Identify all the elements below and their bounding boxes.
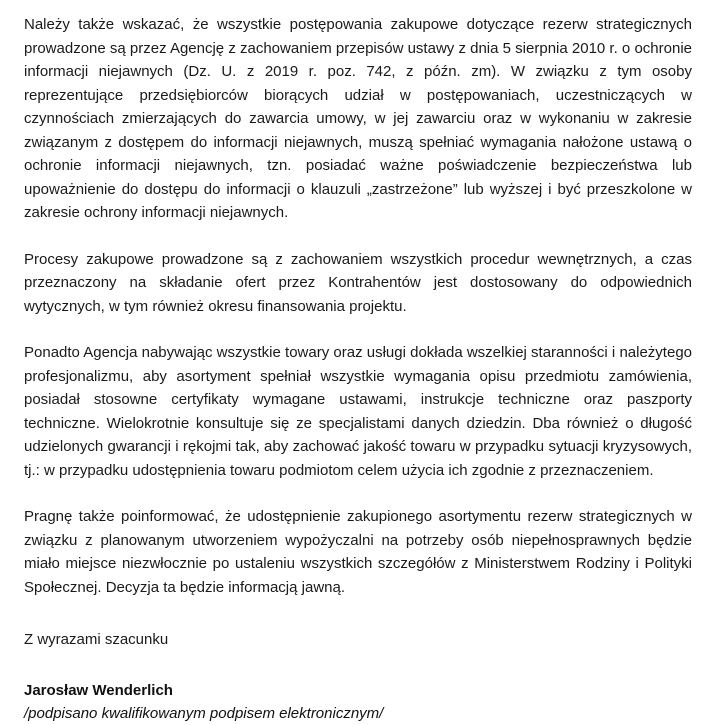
paragraph-procurement-procedures: Procesy zakupowe prowadzone są z zachowaniem wszystkich procedur wewnętrznych, a czas przeznaczony na składanie ofert przez Kontrahentów jest dostosowany do odpowiednich wytycznych, w tym również okresu finansowania projektu. bbox=[24, 250, 692, 315]
signature-block bbox=[24, 679, 692, 725]
signature-electronic-note: /podpisano kwalifikowanym podpisem elektronicznym/ bbox=[24, 704, 384, 722]
paragraph-quality-assurance: Ponadto Agencja nabywając wszystkie towary oraz usługi dokłada wszelkiej staranności i należytego profesjonalizmu, aby asortyment spełniał wszystkie wymagania opisu przedmiotu zamówienia, posiadał stosowne certyfikaty wymagane ustawami, instrukcje techniczne oraz paszporty techniczne. Wielokrotnie konsultuje się ze specjalistami danych dziedzin. Dba również o długość udzielonych gwarancji i rękojmi tak, aby zachować jakość towaru w przypadku sytuacji kryzysowych, tj.: w przypadku udostępnienia towaru podmiotom celem użycia ich zgodnie z przeznaczeniem. bbox=[24, 344, 692, 479]
signature-name: Jarosław Wenderlich bbox=[24, 681, 173, 699]
closing-salutation: Z wyrazami szacunku bbox=[24, 631, 169, 648]
paragraph-rental-facility-info: Pragnę także poinformować, że udostępnienie zakupionego asortymentu rezerw strategicznych w związku z planowanym utworzeniem wypożyczalni na potrzeby osób niepełnosprawnych będzie miało miejsce niezwłocznie po ustaleniu wszystkich szczegółów z Ministerstwem Rodziny i Polityki Społecznej. Decyzja ta będzie informacją jawną. bbox=[24, 508, 692, 596]
paragraph-classified-info-requirements: Należy także wskazać, że wszystkie postępowania zakupowe dotyczące rezerw strategicznych prowadzone są przez Agencję z zachowaniem przepisów ustawy z dnia 5 sierpnia 2010 r. o ochronie informacji niejawnych (Dz. U. z 2019 r. poz. 742, z późn. zm). W związku z tym osoby reprezentujące przedsiębiorców biorących udział w postępowaniach, uczestniczących w czynnościach zmierzających do zawarcia umowy, w jej zawarciu oraz w wykonaniu w zakresie związanym z dostępem do informacji niejawnych, muszą spełniać wymagania nałożone ustawą o ochronie informacji niejawnych, tzn. posiadać ważne poświadczenie bezpieczeństwa lub upoważnienie do dostępu do informacji o klauzuli „zastrzeżone” lub wyższej i być przeszkolone w zakresie ochrony informacji niejawnych. bbox=[24, 16, 692, 221]
